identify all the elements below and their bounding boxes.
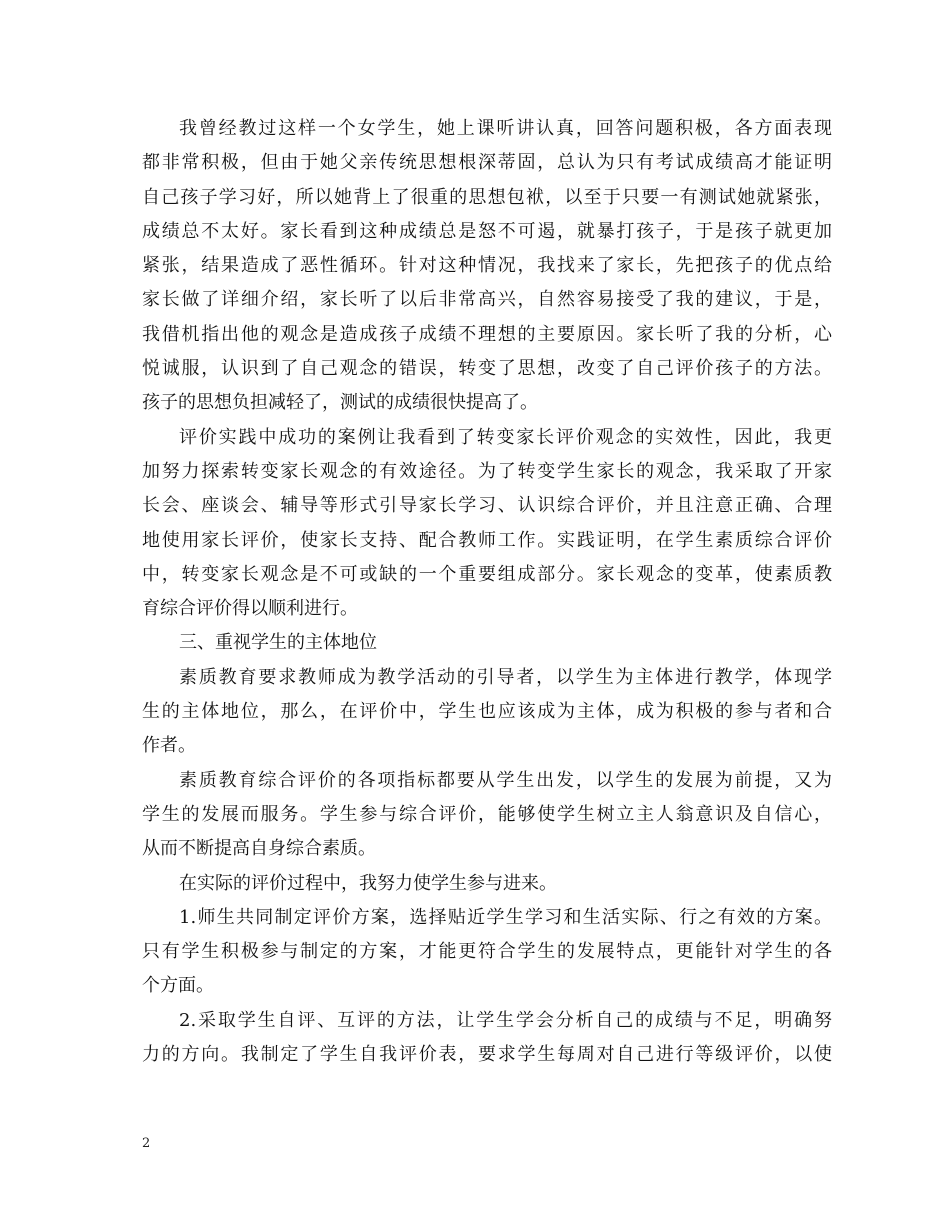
paragraph-line: 从而不断提高自身综合素质。: [142, 838, 376, 860]
paragraph-line: 自己孩子学习好，所以她背上了很重的思想包袱，以至于只要一有测试她就紧张，: [142, 186, 832, 208]
paragraph-line: 我曾经教过这样一个女学生，她上课听讲认真，回答问题积极，各方面表现: [179, 118, 832, 139]
paragraph-line: 孩子的思想负担减轻了，测试的成绩很快提高了。: [142, 392, 538, 414]
paragraph-line: 家长做了详细介绍，家长听了以后非常高兴，自然容易接受了我的建议，于是，: [142, 289, 832, 311]
section-heading: 三、重视学生的主体地位: [179, 632, 377, 654]
paragraph-line: 长会、座谈会、辅导等形式引导家长学习、认识综合评价，并且注意正确、合理: [142, 495, 832, 517]
paragraph-line: 中，转变家长观念是不可或缺的一个重要组成部分。家长观念的变革，使素质教: [142, 563, 832, 585]
paragraph-line: 悦诚服，认识到了自己观念的错误，转变了思想，改变了自己评价孩子的方法。: [142, 358, 832, 380]
paragraph-line: 育综合评价得以顺利进行。: [142, 598, 358, 620]
paragraph-line: 地使用家长评价，使家长支持、配合教师工作。实践证明，在学生素质综合评价: [142, 529, 832, 551]
list-item-line: 只有学生积极参与制定的方案，才能更符合学生的发展特点，更能针对学生的各: [142, 941, 832, 963]
paragraph-line: 加努力探索转变家长观念的有效途径。为了转变学生家长的观念，我采取了开家: [142, 460, 832, 482]
paragraph-line: 评价实践中成功的案例让我看到了转变家长评价观念的实效性，因此，我更: [179, 426, 832, 448]
paragraph-line: 生的主体地位，那么，在评价中，学生也应该成为主体，成为积极的参与者和合: [142, 701, 832, 723]
list-item-line: 力的方向。我制定了学生自我评价表，要求学生每周对自己进行等级评价，以使: [142, 1044, 832, 1066]
paragraph-line: 成绩总不太好。家长看到这种成绩总是怒不可遏，就暴打孩子，于是孩子就更加: [142, 220, 832, 242]
paragraph-line: 素质教育要求教师成为教学活动的引导者，以学生为主体进行教学，体现学: [179, 666, 832, 688]
paragraph-line: 在实际的评价过程中，我努力使学生参与进来。: [179, 872, 557, 894]
list-item-line: 个方面。: [142, 975, 214, 997]
paragraph-line: 作者。: [142, 735, 196, 757]
paragraph-line: 我借机指出他的观念是造成孩子成绩不理想的主要原因。家长听了我的分析，心: [142, 323, 832, 345]
paragraph-line: 紧张，结果造成了恶性循环。针对这种情况，我找来了家长，先把孩子的优点给: [142, 255, 832, 277]
page-number: 2: [142, 1136, 151, 1151]
document-body: [142, 112, 832, 1072]
list-item-line: 1.师生共同制定评价方案，选择贴近学生学习和生活实际、行之有效的方案。: [179, 906, 832, 928]
paragraph-line: 素质教育综合评价的各项指标都要从学生出发，以学生的发展为前提，又为: [179, 769, 832, 791]
paragraph-line: 学生的发展而服务。学生参与综合评价，能够使学生树立主人翁意识及自信心，: [142, 803, 832, 825]
paragraph-line: 都非常积极，但由于她父亲传统思想根深蒂固，总认为只有考试成绩高才能证明: [142, 152, 832, 174]
list-item-line: 2.采取学生自评、互评的方法，让学生学会分析自己的成绩与不足，明确努: [179, 1009, 832, 1031]
